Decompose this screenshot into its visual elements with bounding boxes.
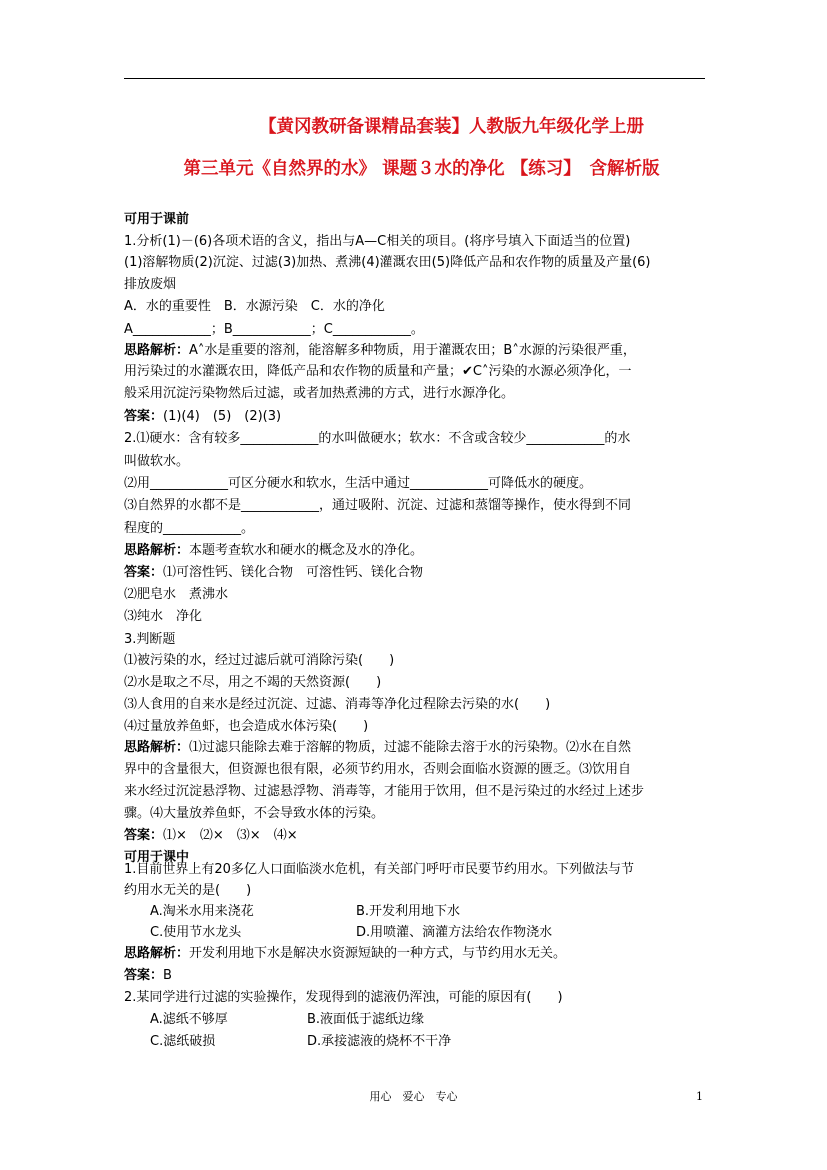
body-line-26: 来水经过沉淀悬浮物、过滤悬浮物、消毒等，才能用于饮用，但不是污染过的水经过上述步 <box>124 784 645 799</box>
page-footer: 用心 爱心 专心 <box>369 1090 458 1103</box>
body-line-6: 思路解析：A˄水是重要的溶剂，能溶解多种物质，用于灌溉农田；B˄水源的污染很严重， <box>124 343 636 358</box>
body-line-28: 答案：⑴× ⑵× ⑶× ⑷× <box>124 828 298 843</box>
body-line-27: 骤。⑷大量放养鱼虾，不会导致水体的污染。 <box>124 806 385 821</box>
body-line-11: 叫做软水。 <box>124 454 190 469</box>
body-line-20: ⑴被污染的水，经过过滤后就可消除污染( ) <box>124 653 395 668</box>
q1-option-d: D.用喷灌、滴灌方法给农作物浇水 <box>356 925 553 940</box>
q2-option-a: A.滤纸不够厚 <box>150 1012 228 1027</box>
q1-option-b: B.开发利用地下水 <box>356 904 461 919</box>
body-line-14: 程度的____________。 <box>124 521 255 536</box>
document-title-line2: 第三单元《自然界的水》 课题３水的净化 【练习】 含解析版 <box>183 159 660 179</box>
header-rule <box>124 78 705 79</box>
document-title-line1: 【黄冈教研备课精品套装】人教版九年级化学上册 <box>259 117 644 137</box>
q2-option-d: D.承接滤液的烧杯不干净 <box>307 1034 452 1049</box>
body-line-15: 思路解析：本题考查软水和硬水的概念及水的净化。 <box>124 543 424 558</box>
body-line-24: 思路解析：⑴过滤只能除去难于溶解的物质，过滤不能除去溶于水的污染物。⑵水在自然 <box>124 740 632 755</box>
body-line-19: 3.判断题 <box>124 632 176 647</box>
body-line-23: ⑷过量放养鱼虾，也会造成水体污染( ) <box>124 719 369 734</box>
body-line-18: ⑶纯水 净化 <box>124 609 203 624</box>
q2-option-b: B.液面低于滤纸边缘 <box>307 1012 425 1027</box>
body-line-13: ⑶自然界的水都不是____________，通过吸附、沉淀、过滤和蒸馏等操作，使水得到不同 <box>124 498 632 513</box>
page-number: 1 <box>696 1090 703 1103</box>
body-line-21: ⑵水是取之不尽，用之不竭的天然资源( ) <box>124 675 382 690</box>
body-line-12: ⑵用____________可区分硬水和软水，生活中通过____________可降低水的硬度。 <box>124 476 593 491</box>
body-line-7: 用污染过的水灌溉农田，降低产品和农作物的质量和产量；✔C˄污染的水源必须净化，一 <box>124 364 632 379</box>
body-line-4: A．水的重要性 B．水源污染 C．水的净化 <box>124 299 385 314</box>
body-line-29: 可用于课中 <box>124 850 190 865</box>
body-line-25: 界中的含量很大，但资源也很有限，必须节约用水，否则会面临水资源的匮乏。⑶饮用自 <box>124 762 632 777</box>
q1-analysis: 思路解析：开发利用地下水是解决水资源短缺的一种方式，与节约用水无关。 <box>124 946 567 961</box>
body-line-30: 1.目前世界上有20多亿人口面临淡水危机，有关部门呼吁市民要节约用水。下列做法与节 <box>124 862 634 877</box>
body-line-17: ⑵肥皂水 煮沸水 <box>124 587 229 602</box>
q1-answer: 答案：B <box>124 968 172 983</box>
q1-option-c: C.使用节水龙头 <box>150 925 242 940</box>
body-line-1: 1.分析(1)－(6)各项术语的含义，指出与A—C相关的项目。(将序号填入下面适当的位置) <box>124 234 631 249</box>
body-line-3: 排放废烟 <box>124 277 177 292</box>
body-line-8: 般采用沉淀污染物然后过滤，或者加热煮沸的方式，进行水源净化。 <box>124 386 515 401</box>
body-line-5: A____________；B____________；C____________。 <box>124 322 424 337</box>
q2-stem: 2.某同学进行过滤的实验操作，发现得到的滤液仍浑浊，可能的原因有( ) <box>124 990 563 1005</box>
body-line-31: 约用水无关的是( ) <box>124 883 252 898</box>
body-line-16: 答案：⑴可溶性钙、镁化合物 可溶性钙、镁化合物 <box>124 565 424 580</box>
body-line-0: 可用于课前 <box>124 212 190 227</box>
body-line-22: ⑶人食用的自来水是经过沉淀、过滤、消毒等净化过程除去污染的水( ) <box>124 697 551 712</box>
q1-option-a: A.淘米水用来浇花 <box>150 904 254 919</box>
q2-option-c: C.滤纸破损 <box>150 1034 216 1049</box>
body-line-2: (1)溶解物质(2)沉淀、过滤(3)加热、煮沸(4)灌溉农田(5)降低产品和农作物的质量及产量(6) <box>124 255 651 270</box>
body-line-10: 2.⑴硬水：含有较多____________的水叫做硬水；软水：不含或含较少____________的水 <box>124 431 631 446</box>
body-line-9: 答案：(1)(4) (5) (2)(3) <box>124 409 282 424</box>
